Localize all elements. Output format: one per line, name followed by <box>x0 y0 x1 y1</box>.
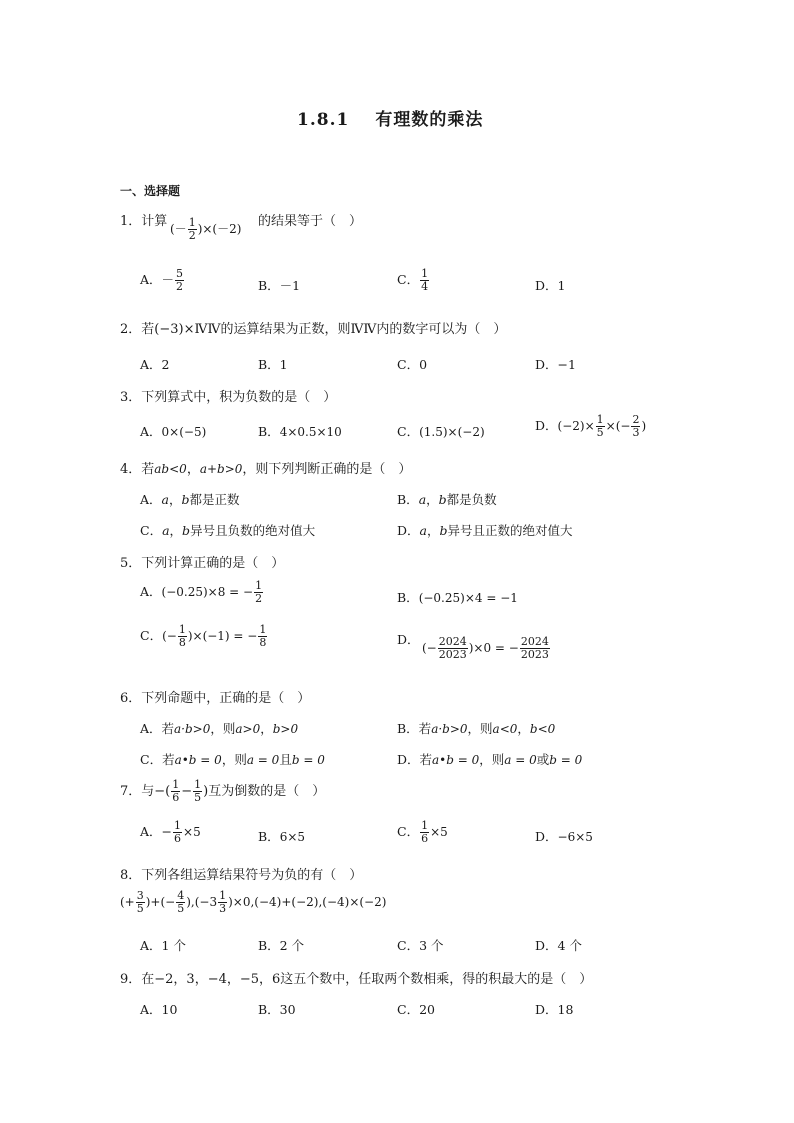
question-3-stem: 3．下列算式中，积为负数的是（ ） <box>120 390 337 405</box>
question-6-stem: 6．下列命题中，正确的是（ ） <box>120 691 311 706</box>
q1-option-d[interactable]: D．1 <box>535 278 566 293</box>
q2-option-b[interactable]: B．1 <box>258 357 288 372</box>
q6-option-a[interactable]: A．若a·b>0，则a>0，b>0 <box>140 721 299 736</box>
q3-option-d[interactable]: D．(−2)× $\frac{1}{5}$ ×(− $\frac{2}{3}$ ) <box>535 413 647 440</box>
q7-option-d[interactable]: D．−6×5 <box>535 829 593 844</box>
question-1-expression: (－ $\frac{1}{2}$ )×(－2) <box>170 216 242 243</box>
q1-option-a[interactable]: A．－ $\frac{5}{2}$ <box>140 267 184 294</box>
q5-option-a[interactable]: A．(−0.25)×8 = − $\frac{1}{2}$ <box>140 579 263 606</box>
q8-option-a[interactable]: A．1 个 <box>140 938 186 953</box>
q4-option-a[interactable]: A．a，b都是正数 <box>140 492 240 507</box>
q2-option-d[interactable]: D．−1 <box>535 357 576 372</box>
q6-option-b[interactable]: B．若a·b>0，则a<0，b<0 <box>397 721 556 736</box>
question-5-stem: 5．下列计算正确的是（ ） <box>120 556 285 571</box>
question-8-expression-line: (+ $\frac{3}{5}$ )+(− $\frac{4}{5}$ ),(−3 $\frac{1}{3}$ )×0,(−4)+(−2),(−4)×(−2) <box>120 889 387 916</box>
title-text: 有理数的乘法 <box>375 110 484 130</box>
title-number: 1.8.1 <box>297 110 350 130</box>
q8-option-c[interactable]: C．3 个 <box>397 938 444 953</box>
question-7-stem: 7．与−( $\frac{1}{6}$ − $\frac{1}{5}$ )互为倒数的是（ ） <box>120 778 326 805</box>
q9-option-c[interactable]: C．20 <box>397 1002 435 1017</box>
q2-option-c[interactable]: C．0 <box>397 357 428 372</box>
q4-option-b[interactable]: B．a，b都是负数 <box>397 492 497 507</box>
q6-option-d[interactable]: D．若a•b = 0，则a = 0或b = 0 <box>397 752 583 767</box>
q5-option-c[interactable]: C．(− $\frac{1}{8}$ )×(−1) = − $\frac{1}{8}$ <box>140 623 267 650</box>
q5-option-d-label[interactable]: D． <box>397 632 420 647</box>
section-heading: 一、选择题 <box>120 184 181 198</box>
q3-option-a[interactable]: A．0×(−5) <box>140 424 207 439</box>
page-title <box>297 105 483 130</box>
q1-option-b[interactable]: B．－1 <box>258 278 301 293</box>
q5-option-b[interactable]: B．(−0.25)×4 = −1 <box>397 590 518 605</box>
question-9-stem: 9．在−2，3，−4，−5，6这五个数中，任取两个数相乘，得的积最大的是（ ） <box>120 972 593 987</box>
q3-option-b[interactable]: B．4×0.5×10 <box>258 424 342 439</box>
q7-option-b[interactable]: B．6×5 <box>258 829 306 844</box>
q4-option-d[interactable]: D．a，b异号且正数的绝对值大 <box>397 523 573 538</box>
q9-option-a[interactable]: A．10 <box>140 1002 178 1017</box>
q4-option-c[interactable]: C．a，b异号且负数的绝对值大 <box>140 523 316 538</box>
q8-option-d[interactable]: D．4 个 <box>535 938 582 953</box>
q9-option-d[interactable]: D．18 <box>535 1002 574 1017</box>
question-1-stem-tail: 的结果等于（ ） <box>258 214 363 229</box>
q8-option-b[interactable]: B．2 个 <box>258 938 305 953</box>
q6-option-c[interactable]: C．若a•b = 0，则a = 0且b = 0 <box>140 752 325 767</box>
q3-option-c[interactable]: C．(1.5)×(−2) <box>397 424 485 439</box>
question-1-stem: 1．计算 <box>120 214 168 229</box>
q2-option-a[interactable]: A．2 <box>140 357 170 372</box>
question-4-stem: 4．若ab<0，a+b>0，则下列判断正确的是（ ） <box>120 462 412 477</box>
q7-option-a[interactable]: A．− $\frac{1}{6}$ ×5 <box>140 819 201 846</box>
q7-option-c[interactable]: C． $\frac{1}{6}$ ×5 <box>397 819 448 846</box>
q1-option-c[interactable]: C． $\frac{1}{4}$ <box>397 267 429 294</box>
question-8-stem: 8．下列各组运算结果符号为负的有（ ） <box>120 868 363 883</box>
q9-option-b[interactable]: B．30 <box>258 1002 296 1017</box>
question-2-stem: 2．若(−3)×ⅣⅣ的运算结果为正数，则ⅣⅣ内的数字可以为（ ） <box>120 322 507 337</box>
q5-option-d-expr: (− $\frac{2024}{2023}$ )×0 = − $\frac{2024}{2023}$ <box>422 635 549 662</box>
